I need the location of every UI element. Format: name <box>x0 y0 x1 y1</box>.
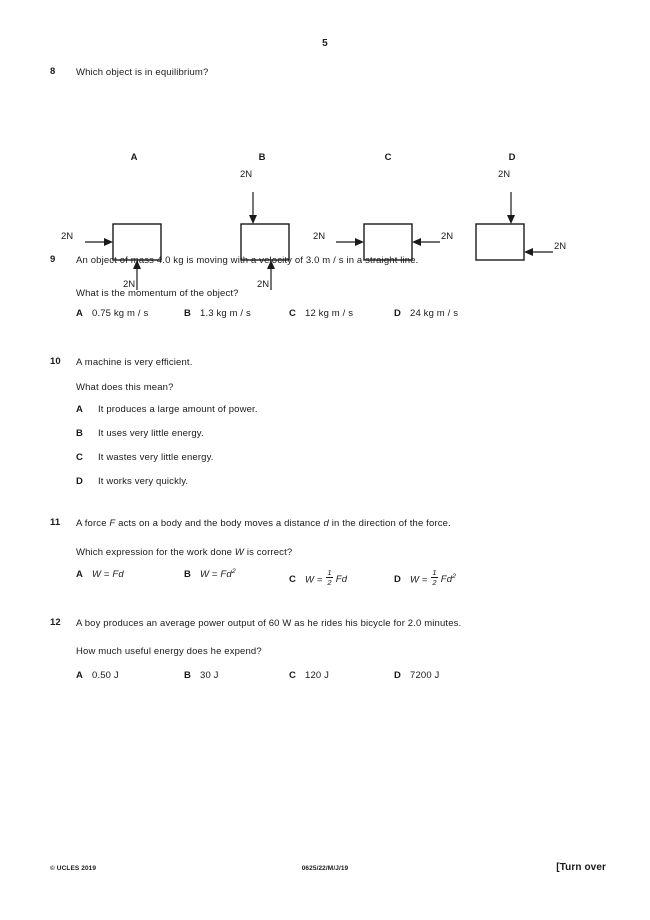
option-label: B <box>184 308 192 319</box>
question-9-number: 9 <box>50 254 56 265</box>
question-9-option-b[interactable] <box>184 308 251 319</box>
option-label: A <box>76 404 84 415</box>
diagram-d-label: D <box>508 152 516 163</box>
option-rhs: Fd <box>220 569 232 580</box>
stem-part-3: in the direction of the force. <box>328 518 451 529</box>
question-11-option-c[interactable] <box>289 569 347 586</box>
option-label: B <box>184 670 192 681</box>
question-10-option-a[interactable] <box>0 404 650 428</box>
option-equals: = <box>101 569 113 580</box>
option-text: It uses very little energy. <box>98 428 204 439</box>
symbol-force: F <box>109 518 116 529</box>
question-8-number: 8 <box>50 66 56 77</box>
copyright-notice: © UCLES 2019 <box>50 865 97 872</box>
option-lhs: W <box>410 574 420 586</box>
question-10-sub-stem: What does this mean? <box>76 382 174 393</box>
question-11-option-d[interactable] <box>394 569 456 586</box>
option-label: D <box>394 670 402 681</box>
diagram-a-force-left-label: 2N <box>61 231 74 242</box>
question-9-option-d[interactable] <box>394 308 458 319</box>
option-lhs: W <box>305 574 315 586</box>
option-rhs: Fd <box>112 569 124 580</box>
option-text: 12 kg m / s <box>305 308 354 319</box>
question-11-option-b[interactable] <box>184 569 236 580</box>
question-11-options <box>0 567 650 587</box>
question-9-options <box>0 308 650 322</box>
option-rhs: Fd <box>440 574 453 586</box>
diagram-a-label: A <box>130 152 138 163</box>
option-exponent: 2 <box>231 567 236 575</box>
option-label: A <box>76 308 84 319</box>
symbol-work: W <box>234 547 245 558</box>
question-10-number: 10 <box>50 356 61 367</box>
option-label: A <box>76 670 84 681</box>
diagram-c-label: C <box>384 152 392 163</box>
symbol-distance: d <box>323 518 329 529</box>
question-12-option-b[interactable] <box>184 670 219 681</box>
question-12-option-d[interactable] <box>394 670 439 681</box>
option-text: 7200 J <box>410 670 440 681</box>
diagram-a-force-bottom-label: 2N <box>123 279 136 290</box>
question-10-stem: A machine is very efficient. <box>76 357 193 368</box>
option-label: D <box>76 476 84 487</box>
option-text: It wastes very little energy. <box>98 452 214 463</box>
fraction-one-half <box>431 569 437 586</box>
question-9-option-c[interactable] <box>289 308 353 319</box>
page-number: 5 <box>322 38 328 49</box>
fraction-denominator: 2 <box>327 577 332 587</box>
option-label: C <box>76 452 84 463</box>
stem-part-2: acts on a body and the body moves a distance <box>115 518 324 529</box>
option-lhs: W <box>92 569 102 580</box>
question-9-sub-stem: What is the momentum of the object? <box>76 288 239 299</box>
question-11-option-a[interactable] <box>76 569 124 580</box>
option-label: C <box>289 670 297 681</box>
turn-over-label: [Turn over <box>556 862 606 873</box>
option-text: 30 J <box>200 670 219 681</box>
fraction-one-half <box>326 569 332 586</box>
diagram-c-force-left-label: 2N <box>313 231 326 242</box>
question-11-number: 11 <box>50 517 61 528</box>
page-footer <box>0 862 650 882</box>
option-text: 0.75 kg m / s <box>92 308 149 319</box>
fraction-numerator: 1 <box>327 568 332 577</box>
option-label: C <box>289 308 297 319</box>
diagram-d-force-top-label: 2N <box>498 169 511 180</box>
question-9-option-a[interactable] <box>76 308 148 319</box>
option-rhs: Fd <box>335 574 348 586</box>
option-text: It produces a large amount of power. <box>98 404 258 415</box>
diagram-option-d[interactable] <box>437 152 587 297</box>
question-12-option-a[interactable] <box>76 670 119 681</box>
sub-part-1: Which expression for the work done <box>76 547 235 558</box>
question-12-options <box>0 670 650 684</box>
question-11-stem <box>76 517 606 530</box>
fraction-denominator: 2 <box>432 577 437 587</box>
sub-part-2: is correct? <box>244 547 293 558</box>
option-text: 1.3 kg m / s <box>200 308 251 319</box>
option-lhs: W <box>200 569 210 580</box>
question-12-sub-stem: How much useful energy does he expend? <box>76 646 262 657</box>
question-10-option-c[interactable] <box>0 452 650 476</box>
option-label: B <box>184 569 192 580</box>
question-11-sub-stem <box>76 546 606 559</box>
option-label: C <box>289 574 297 586</box>
diagram-b-label: B <box>258 152 266 163</box>
diagram-d-svg <box>437 166 587 296</box>
question-12-stem: A boy produces an average power output of 60 W as he rides his bicycle for 2.0 minutes. <box>76 618 462 629</box>
option-label: B <box>76 428 84 439</box>
question-10-option-d[interactable] <box>0 476 650 500</box>
document-code: 0625/22/M/J/19 <box>301 865 349 872</box>
diagram-c-force-right-label: 2N <box>441 231 454 242</box>
option-equals: = <box>314 574 326 586</box>
option-equals: = <box>209 569 221 580</box>
option-label: D <box>394 574 402 586</box>
diagram-b-force-top-label: 2N <box>240 169 253 180</box>
option-text: 0.50 J <box>92 670 119 681</box>
diagram-b-force-bottom-label: 2N <box>257 279 270 290</box>
question-10-options <box>0 404 650 500</box>
fraction-numerator: 1 <box>432 568 437 577</box>
option-label: A <box>76 569 84 580</box>
option-text: It works very quickly. <box>98 476 189 487</box>
option-exponent: 2 <box>452 573 457 581</box>
option-text: 120 J <box>305 670 330 681</box>
option-text: 24 kg m / s <box>410 308 459 319</box>
question-10-option-b[interactable] <box>0 428 650 452</box>
question-8-stem: Which object is in equilibrium? <box>76 67 209 78</box>
stem-part-1: A force <box>76 518 110 529</box>
question-12-option-c[interactable] <box>289 670 329 681</box>
option-label: D <box>394 308 402 319</box>
diagram-d-force-right-label: 2N <box>554 241 567 252</box>
question-9-stem: An object of mass 4.0 kg is moving with a velocity of 3.0 m / s in a straight line. <box>76 255 419 266</box>
question-12-number: 12 <box>50 617 61 628</box>
option-equals: = <box>419 574 431 586</box>
question-8-diagrams <box>0 152 650 297</box>
